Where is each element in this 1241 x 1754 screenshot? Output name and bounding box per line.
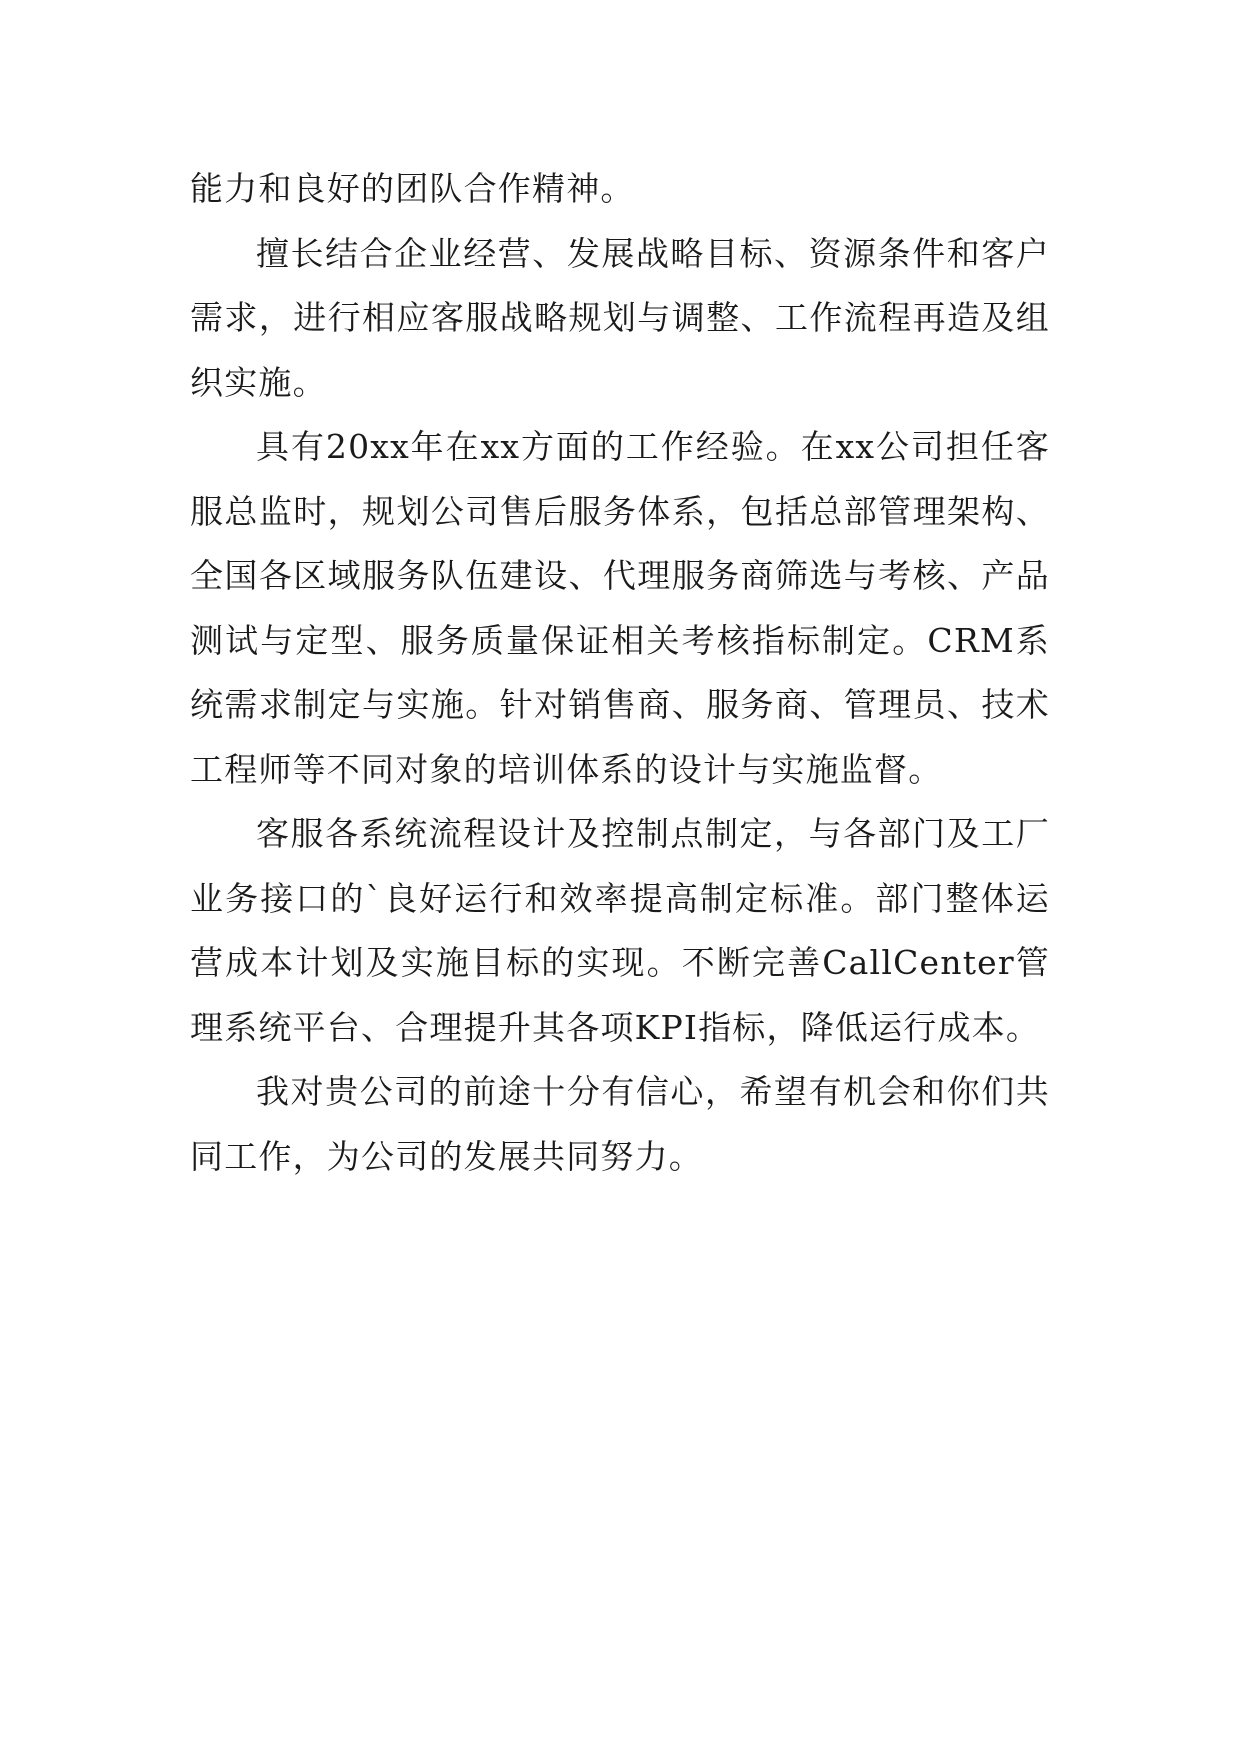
paragraph-process: 客服各系统流程设计及控制点制定，与各部门及工厂业务接口的`良好运行和效率提高制定标准。部门整体运营成本计划及实施目标的实现。不断完善CallCenter管理系统平台、合理提升其各项KPI指标，降低运行成本。 bbox=[190, 814, 1050, 1047]
body-text bbox=[190, 157, 1050, 1189]
paragraph-continued: 能力和良好的团队合作精神。 bbox=[190, 169, 635, 208]
paragraph-experience: 具有20xx年在xx方面的工作经验。在xx公司担任客服总监时，规划公司售后服务体系，包括总部管理架构、全国各区域服务队伍建设、代理服务商筛选与考核、产品测试与定型、服务质量保证相关考核指标制定。CRM系统需求制定与实施。针对销售商、服务商、管理员、技术工程师等不同对象的培训体系的设计与实施监督。 bbox=[190, 427, 1050, 789]
paragraph-strategy: 擅长结合企业经营、发展战略目标、资源条件和客户需求，进行相应客服战略规划与调整、工作流程再造及组织实施。 bbox=[190, 233, 1050, 402]
paragraph-closing: 我对贵公司的前途十分有信心，希望有机会和你们共同工作，为公司的发展共同努力。 bbox=[190, 1072, 1050, 1176]
